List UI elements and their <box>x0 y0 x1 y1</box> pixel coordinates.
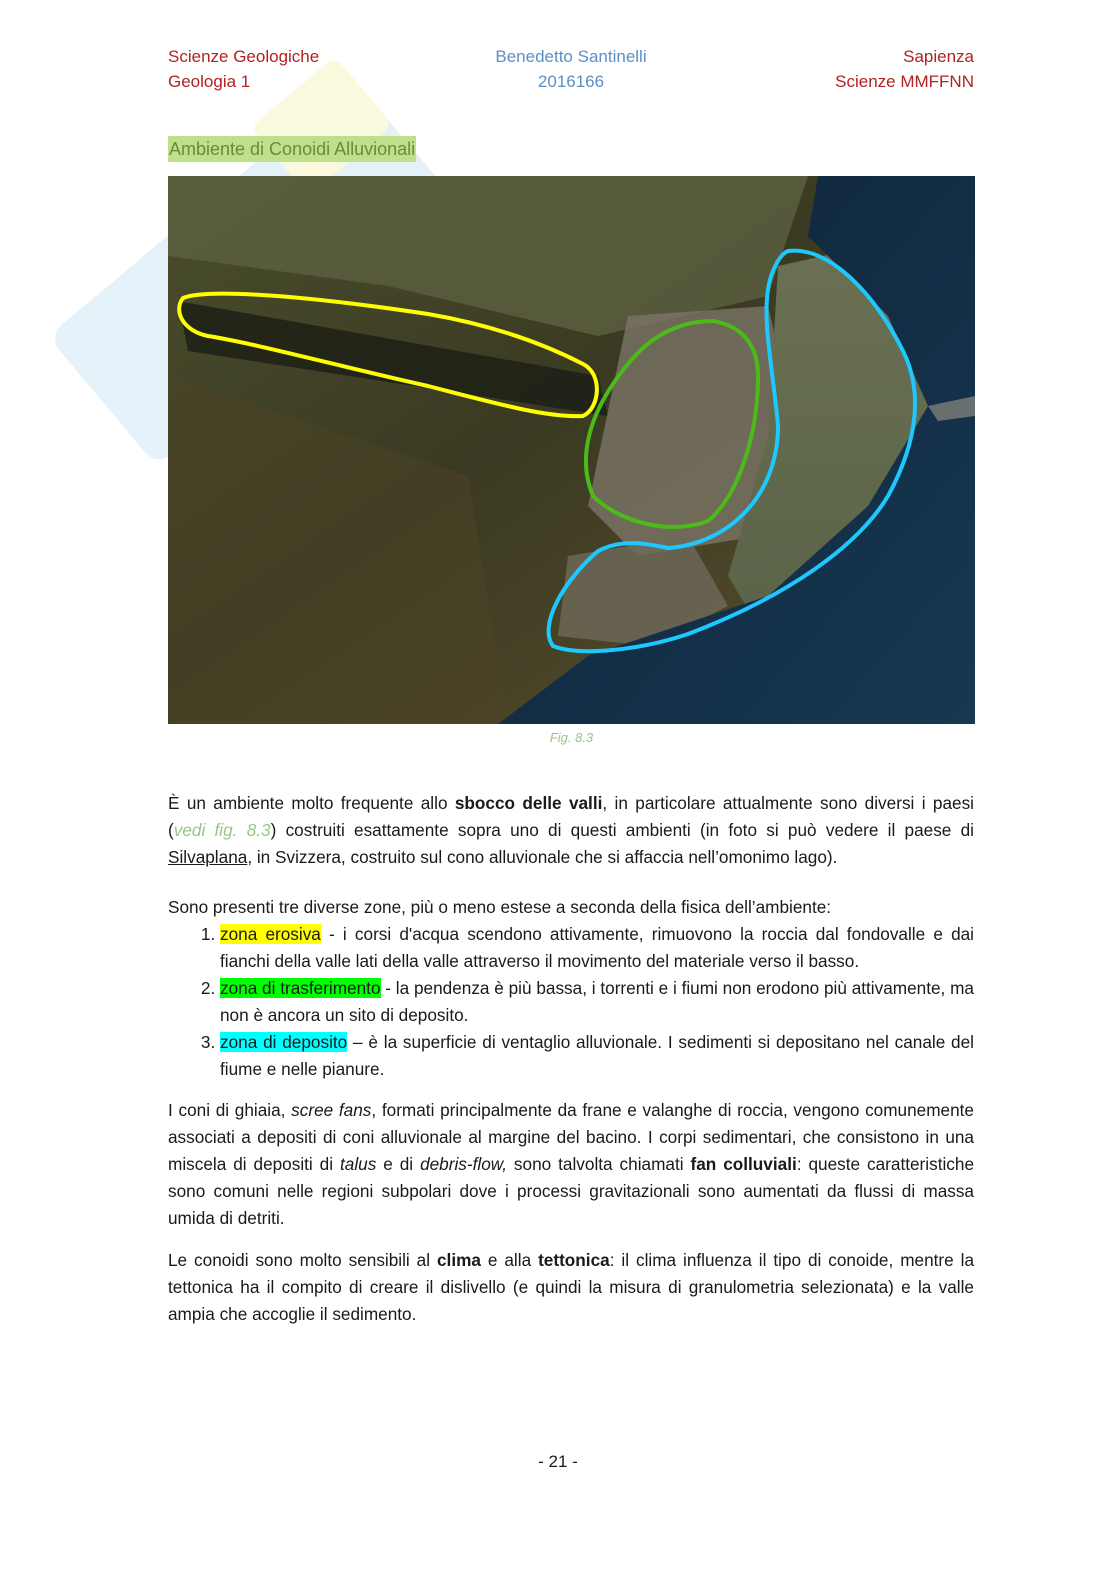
zones-list <box>168 921 974 1083</box>
header-faculty: Scienze MMFFNN <box>835 72 974 91</box>
paragraph-text <box>168 790 974 871</box>
paragraph-climate-tectonics <box>168 1247 974 1328</box>
text-run: I coni di ghiaia, <box>168 1100 292 1120</box>
header-subject: Geologia 1 <box>168 72 251 91</box>
text-run: , formati principalmente da frane e valanghe di roccia, vengono comunemente associati a depositi di coni alluvionale al margine del bacino. I corpi sedimentari, che consistono in una miscela di depositi di <box>168 1100 974 1174</box>
list-item-erosion <box>220 921 974 975</box>
header-right <box>835 44 974 94</box>
zone-label-erosion: zona erosiva <box>220 924 321 944</box>
italic-term: debris-flow, <box>420 1154 507 1174</box>
section-title: Ambiente di Conoidi Alluvionali <box>168 136 416 162</box>
figure-reference: vedi fig. 8.3 <box>173 820 271 840</box>
text-run: ) costruiti esattamente sopra uno di questi ambienti (in foto si può vedere il paese di <box>270 820 974 840</box>
zone-description: – è la superficie di ventaglio alluvionale. I sedimenti si depositano nel canale del fiume e nelle pianure. <box>220 1032 974 1079</box>
page-number: - 21 - <box>538 1452 578 1471</box>
bold-term: fan colluviali <box>690 1154 797 1174</box>
header-course: Scienze Geologiche <box>168 47 320 66</box>
zones-intro: Sono presenti tre diverse zone, più o meno estese a seconda della fisica dell’ambiente: <box>168 897 832 917</box>
header-student-id: 2016166 <box>537 72 605 91</box>
page-header <box>168 44 974 96</box>
text-run: , in particolare attualmente sono diversi i paesi ( <box>168 793 974 840</box>
text-run: : queste caratteristiche sono comuni nelle regioni subpolari dove i processi gravitazionali sono aumentati da flussi di massa umida di detriti. <box>168 1154 975 1228</box>
place-name: Silvaplana <box>168 847 248 867</box>
italic-term: talus <box>340 1154 377 1174</box>
paragraph-text <box>168 1097 974 1232</box>
text-run: , in Svizzera, costruito sul cono alluvionale che si affaccia nell’omonimo lago). <box>247 847 838 867</box>
zone-label-transfer: zona di trasferimento <box>220 978 381 998</box>
text-run: È un ambiente molto frequente allo <box>168 793 455 813</box>
italic-term: scree fans <box>291 1100 372 1120</box>
list-item-transfer <box>220 975 974 1029</box>
zone-description: - i corsi d'acqua scendono attivamente, rimuovono la roccia dal fondovalle e dai fianchi della valle lati della valle attraverso il movimento del materiale verso il basso. <box>220 924 975 971</box>
paragraph-text <box>168 1247 974 1328</box>
paragraph-zones <box>168 894 974 1083</box>
list-item-deposit <box>220 1029 974 1083</box>
paragraph-intro <box>168 790 974 871</box>
text-run: : il clima influenza il tipo di conoide, mentre la tettonica ha il compito di creare il dislivello (e quindi la misura di granulometria selezionata) e la valle ampia che accoglie il sedimento. <box>168 1250 974 1324</box>
bold-term: tettonica <box>538 1250 610 1270</box>
zone-description: - la pendenza è più bassa, i torrenti e i fiumi non erodono più attivamente, ma non è ancora un sito di deposito. <box>220 978 974 1025</box>
figure-caption: Fig. 8.3 <box>549 730 594 745</box>
header-author: Benedetto Santinelli <box>495 47 647 66</box>
header-university: Sapienza <box>903 47 974 66</box>
bold-term: clima <box>437 1250 481 1270</box>
zone-label-deposit: zona di deposito <box>220 1032 348 1052</box>
aerial-photo <box>168 176 975 724</box>
text-run: e di <box>376 1154 421 1174</box>
aerial-photo-drawing <box>168 176 975 724</box>
text-run: sono talvolta chiamati <box>507 1154 691 1174</box>
bold-term: sbocco delle valli <box>454 793 603 813</box>
text-run: e alla <box>480 1250 539 1270</box>
paragraph-scree-fans <box>168 1097 974 1232</box>
text-run: Le conoidi sono molto sensibili al <box>168 1250 437 1270</box>
